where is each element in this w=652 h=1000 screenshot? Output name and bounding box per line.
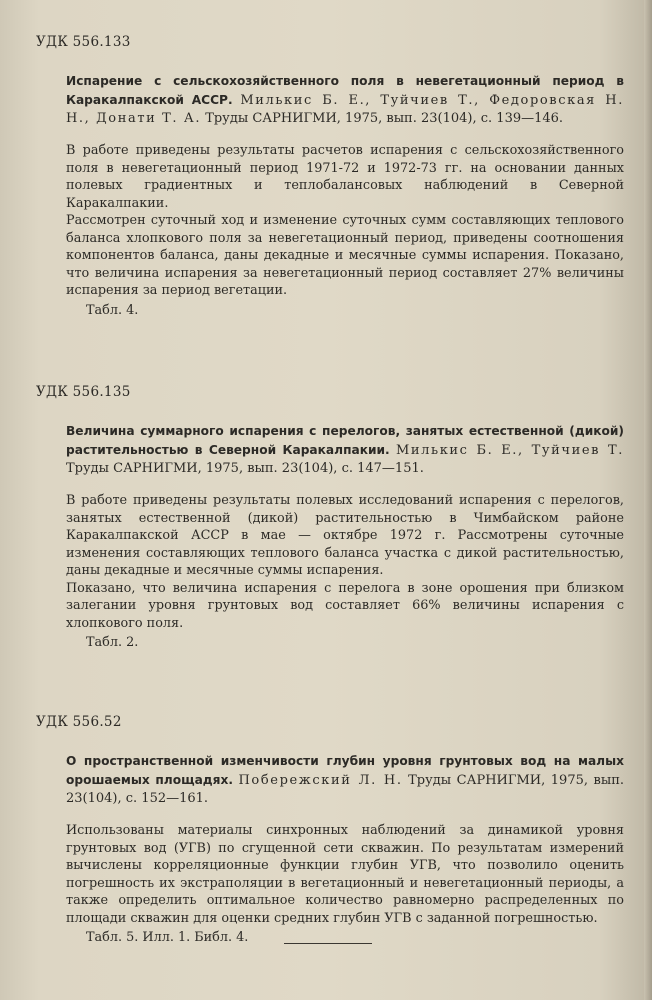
abstract-entry-1	[36, 34, 624, 320]
abstract-paragraph: В работе приведены результаты полевых исследований испарения с перелогов, занятых естественной (дикой) растительностью в Чимбайском районе Каракалпакской АССР в мае — октябре 1972 г. Рассмотрены суточные изменения составляющих теплового баланса участка с дикой растительностью, даны декадные и месячные суммы испарения.	[66, 493, 624, 578]
tables-note: Табл. 5. Илл. 1. Библ. 4.	[86, 930, 249, 945]
abstract-paragraph: Показано, что величина испарения с перелога в зоне орошения при близком залегании уровня грунтовых вод составляет 66% величины испарения с хлопкового поля.	[66, 580, 624, 631]
article-source: Труды САРНИГМИ, 1975, вып. 23(104), с. 139—146.	[205, 111, 564, 126]
abstract-paragraph: Использованы материалы синхронных наблюдений за динамикой уровня грунтовых вод (УГВ) по сгущенной сети скважин. По результатам измерений вычислены корреляционные функции глубин УГВ, что позволило оценить погрешность их экстраполяции в вегетационный и невегетационный периоды, а также определить оптимальное количество равномерно распределенных по площади скважин для оценки средних глубин УГВ с заданной погрешностью.	[66, 823, 624, 926]
article-authors: Милькис Б. Е., Туйчиев Т.	[395, 443, 624, 458]
end-divider	[284, 943, 372, 944]
citation	[36, 752, 624, 808]
article-title: О пространственной изменчивости глубин уровня грунтовых вод на малых орошаемых площадях.	[66, 754, 624, 787]
udk-code: УДК 556.135	[36, 384, 131, 400]
abstract-body	[36, 492, 624, 632]
citation	[36, 72, 624, 128]
abstract-body	[36, 822, 624, 927]
udk-code: УДК 556.133	[36, 34, 131, 50]
abstract-entry-2	[36, 384, 624, 652]
article-authors: Милькис Б. Е., Туйчиев Т., Федоровская Н. Н., Донати Т. А.	[66, 93, 624, 126]
tables-note: Табл. 2.	[86, 635, 139, 650]
article-title: Величина суммарного испарения с перелогов, занятых естественной (дикой) растительностью в Северной Каракалпакии.	[66, 424, 624, 457]
article-authors: Побережский Л. Н.	[238, 773, 403, 788]
abstract-entry-3	[36, 714, 624, 947]
article-title: Испарение с сельскохозяйственного поля в невегетационный период в Каракалпакской АССР.	[66, 74, 624, 107]
abstract-paragraph: Рассмотрен суточный ход и изменение суточных сумм составляющих теплового баланса хлопкового поля за невегетационный период, приведены соотношения компонентов баланса, даны декадные и месячные суммы испарения. Показано, что величина испарения за невегетационный период составляет 27% величины испарения за период вегетации.	[66, 213, 624, 298]
article-source: Труды САРНИГМИ, 1975, вып. 23(104), с. 147—151.	[66, 461, 424, 476]
abstract-paragraph: В работе приведены результаты расчетов испарения с сельскохозяйственного поля в невегетационный период 1971-72 и 1972-73 гг. на основании данных полевых градиентных и теплобалансовых наблюдений в Северной Каракалпакии.	[66, 143, 624, 211]
page-edge	[644, 0, 652, 1000]
udk-code: УДК 556.52	[36, 714, 122, 730]
abstract-body	[36, 142, 624, 300]
article-source: Труды САРНИГМИ, 1975, вып. 23(104), с. 152—161.	[66, 773, 624, 806]
citation	[36, 422, 624, 478]
tables-note: Табл. 4.	[86, 302, 139, 318]
